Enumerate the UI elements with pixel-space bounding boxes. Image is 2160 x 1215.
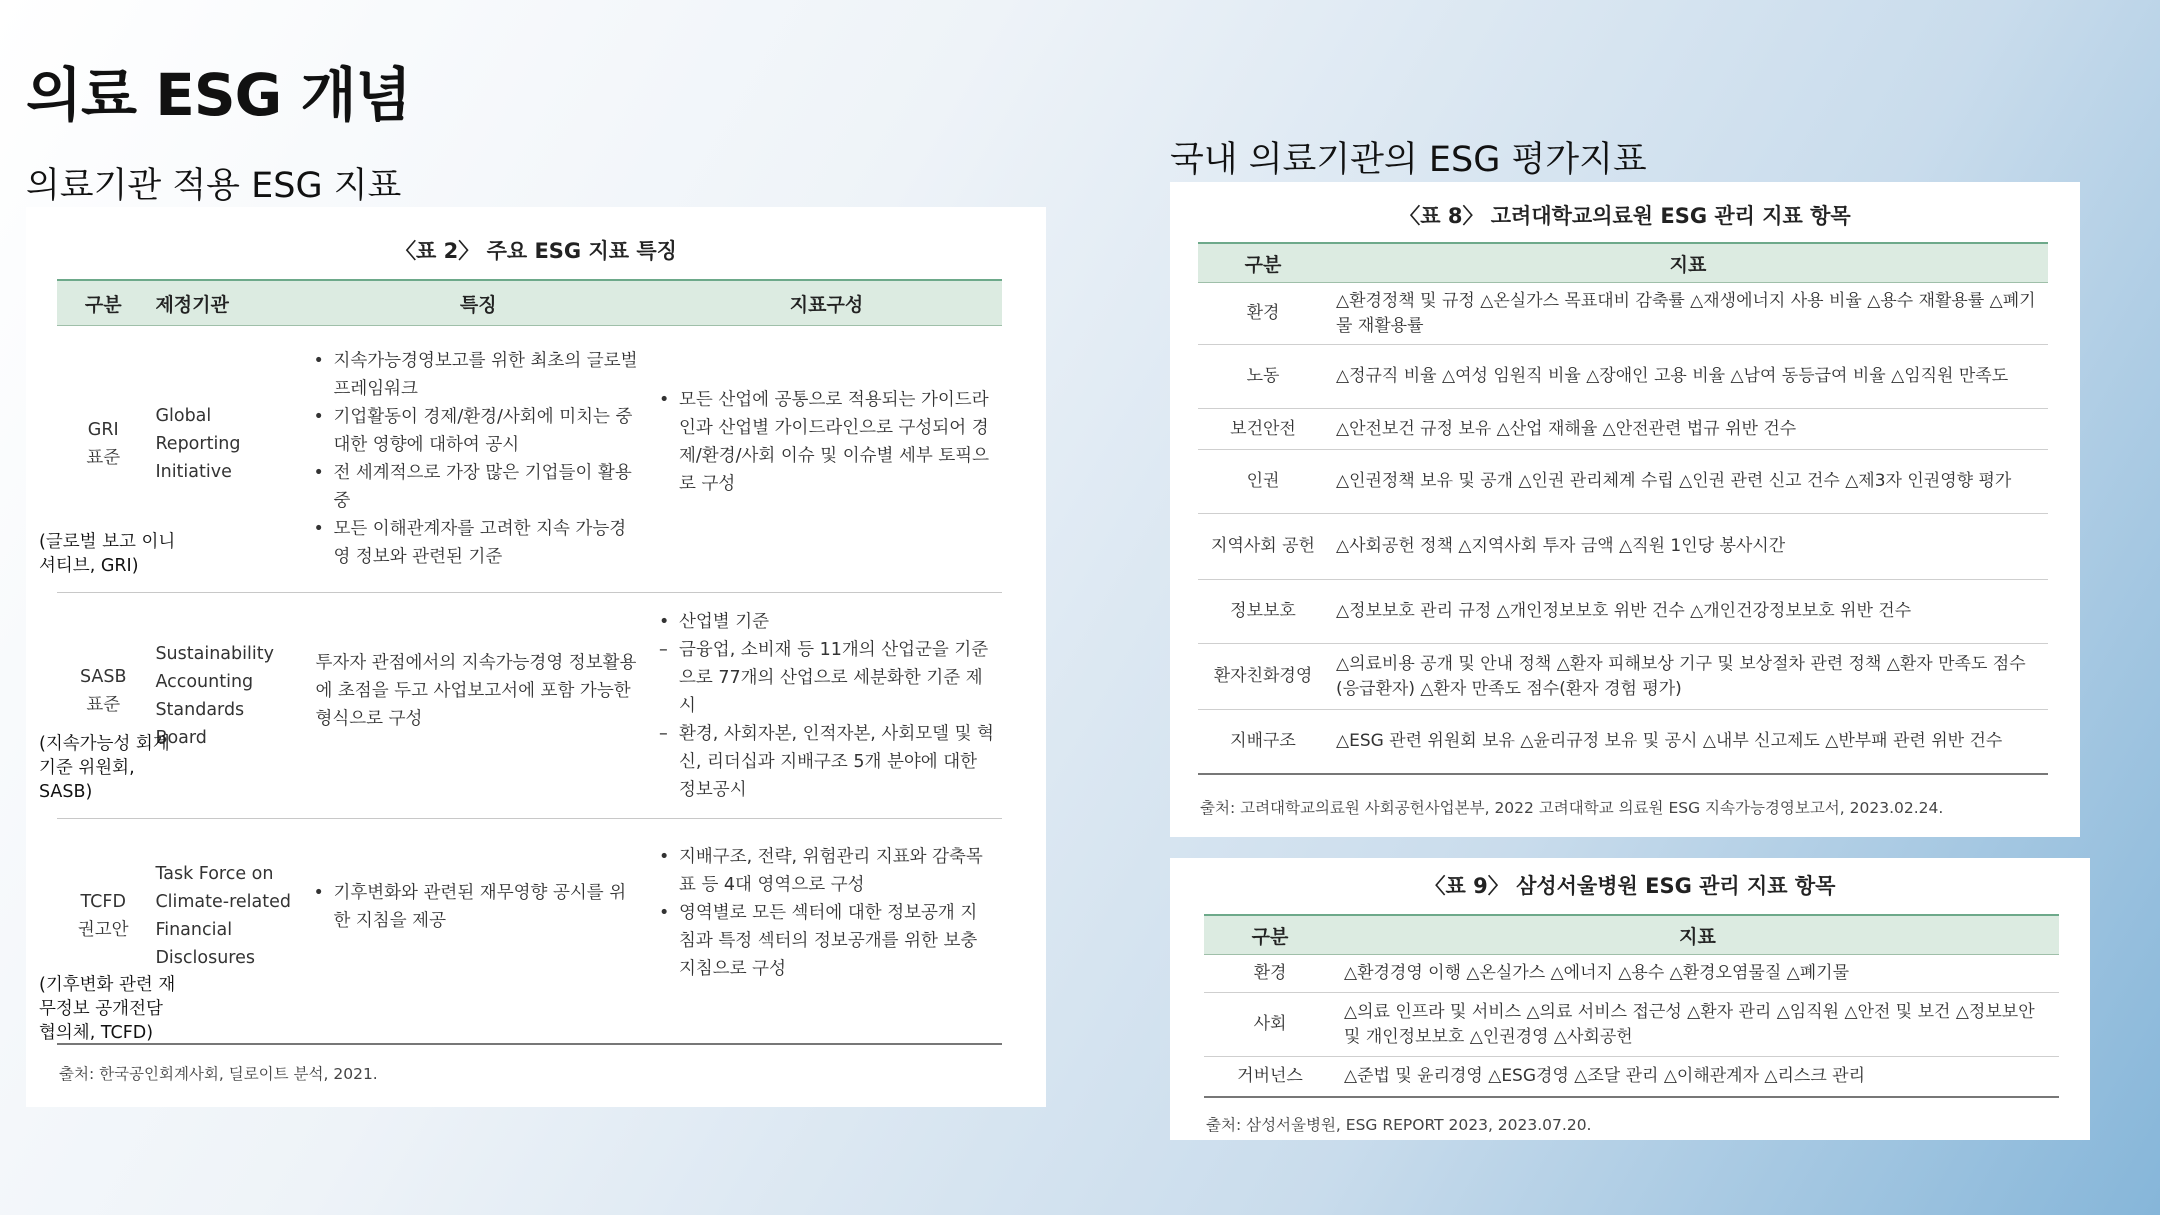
table-row: 정보보호 △정보보호 관리 규정 △개인정보보호 위반 건수 △개인건강정보보호 위반 건수 — [1198, 580, 2048, 644]
table-row: 환경 △환경경영 이행 △온실가스 △에너지 △용수 △환경오염물질 △폐기물 — [1204, 955, 2059, 993]
list-item: • 모든 산업에 공통으로 적용되는 가이드라인과 산업별 가이드라인으로 구성되어 경제/환경/사회 이슈 및 이슈별 세부 토픽으로 구성 — [675, 386, 994, 498]
table2-header-org: 제정기관 — [149, 280, 305, 326]
table2-caption: 〈표 2〉 주요 ESG 지표 특징 — [395, 239, 677, 263]
table8 — [1198, 242, 2048, 775]
table2-header-category: 구분 — [57, 280, 149, 326]
table-row: 지역사회 공헌 △사회공헌 정책 △지역사회 투자 금액 △직원 1인당 봉사시간 — [1198, 514, 2048, 580]
table-row: 지배구조 △ESG 관련 위원회 보유 △윤리규정 보유 및 공시 △내부 신고제도 △반부패 관련 위반 건수 — [1198, 710, 2048, 774]
table-row: 인권 △인권정책 보유 및 공개 △인권 관리체계 수립 △인권 관련 신고 건수 △제3자 인권영향 평가 — [1198, 450, 2048, 514]
table8-caption: 〈표 8〉 고려대학교의료원 ESG 관리 지표 항목 — [1399, 204, 1851, 228]
list-item: • 모든 이해관계자를 고려한 지속 가능경영 정보와 관련된 기준 — [329, 515, 643, 571]
table-row: 보건안전 △안전보건 규정 보유 △산업 재해율 △안전관련 법규 위반 건수 — [1198, 409, 2048, 450]
table2-sasb-org: Sustainability Accounting Standards Board — [155, 643, 274, 748]
table8-panel — [1170, 182, 2080, 837]
table-row: 거버넌스 △준법 및 윤리경영 △ESG경영 △조달 관리 △이해관계자 △리스크 관리 — [1204, 1057, 2059, 1097]
table2-header-composition: 지표구성 — [651, 280, 1002, 326]
list-item: • 영역별로 모든 섹터에 대한 정보공개 지침과 특정 섹터의 정보공개를 위한 보충지침으로 구성 — [675, 899, 994, 983]
table2 — [39, 279, 1002, 1045]
list-item: • 전 세계적으로 가장 많은 기업들이 활용 중 — [329, 459, 643, 515]
table-row — [57, 326, 1002, 593]
table2-gri-note: (글로벌 보고 이니셔티브, GRI) — [39, 532, 176, 576]
left-section-heading: 의료기관 적용 ESG 지표 — [26, 166, 402, 206]
table8-header-indicator: 지표 — [1328, 243, 2048, 283]
page-title: 의료 ESG 개념 — [26, 61, 411, 129]
table2-header-features: 특징 — [305, 280, 651, 326]
table-row — [57, 819, 1002, 1044]
right-section-heading: 국내 의료기관의 ESG 평가지표 — [1170, 140, 1647, 180]
table8-header-category: 구분 — [1198, 243, 1328, 283]
table9-source: 출처: 삼성서울병원, ESG REPORT 2023, 2023.07.20. — [1206, 1116, 1592, 1134]
table9-panel — [1170, 858, 2090, 1140]
table-row: 환자친화경영 △의료비용 공개 및 안내 정책 △환자 피해보상 기구 및 보상절차 관련 정책 △환자 만족도 점수(응급환자) △환자 만족도 점수(환자 경험 평가) — [1198, 644, 2048, 710]
table9-header-indicator: 지표 — [1336, 915, 2059, 955]
table2-sasb-feature: 투자자 관점에서의 지속가능경영 정보활용에 초점을 두고 사업보고서에 포함 가능한 형식으로 구성 — [315, 652, 637, 729]
list-item: • 지속가능경영보고를 위한 최초의 글로벌 프레임워크 — [329, 347, 643, 403]
list-item: • 기후변화와 관련된 재무영향 공시를 위한 지침을 제공 — [329, 879, 643, 935]
table-row: 사회 △의료 인프라 및 서비스 △의료 서비스 접근성 △환자 관리 △임직원 △안전 및 보건 △정보보안 및 개인정보보호 △인권경영 △사회공헌 — [1204, 993, 2059, 1057]
table2-tcfd-note: (기후변화 관련 재무정보 공개전담 협의체, TCFD) — [39, 974, 176, 1043]
list-item: • 지배구조, 전략, 위험관리 지표와 감축목표 등 4대 영역으로 구성 — [675, 843, 994, 899]
table2-sasb-category: SASB 표준 — [79, 666, 127, 715]
table2-panel — [26, 207, 1046, 1107]
table2-gri-org: Global Reporting Initiative — [155, 406, 241, 482]
table2-header-row — [57, 280, 1002, 326]
list-item: – 금융업, 소비재 등 11개의 산업군을 기준으로 77개의 산업으로 세분화한 기준 제시 — [675, 636, 994, 720]
table2-tcfd-category: TCFD 권고안 — [77, 891, 129, 940]
table9-header-row — [1204, 915, 2059, 955]
table-row: 환경 △환경정책 및 규정 △온실가스 목표대비 감축률 △재생에너지 사용 비율 △용수 재활용률 △폐기물 재활용률 — [1198, 283, 2048, 345]
list-item: • 산업별 기준 — [675, 608, 994, 636]
table-row — [57, 593, 1002, 819]
table9-caption: 〈표 9〉 삼성서울병원 ESG 관리 지표 항목 — [1424, 874, 1836, 898]
table2-sasb-note: (지속가능성 회계기준 위원회, SASB) — [39, 734, 170, 802]
table2-tcfd-org: Task Force on Climate-related Financial Disclosures — [155, 863, 291, 968]
table2-gri-category: GRI 표준 — [86, 420, 121, 468]
table2-source: 출처: 한국공인회계사회, 딜로이트 분석, 2021. — [59, 1065, 378, 1083]
table9 — [1204, 914, 2059, 1098]
table9-header-category: 구분 — [1204, 915, 1336, 955]
list-item: • 기업활동이 경제/환경/사회에 미치는 중대한 영향에 대하여 공시 — [329, 403, 643, 459]
table8-header-row — [1198, 243, 2048, 283]
table-row: 노동 △정규직 비율 △여성 임원직 비율 △장애인 고용 비율 △남여 동등급여 비율 △임직원 만족도 — [1198, 345, 2048, 409]
table8-source: 출처: 고려대학교의료원 사회공헌사업본부, 2022 고려대학교 의료원 ESG 지속가능경영보고서, 2023.02.24. — [1200, 799, 1944, 817]
list-item: – 환경, 사회자본, 인적자본, 사회모델 및 혁신, 리더십과 지배구조 5개 분야에 대한 정보공시 — [675, 720, 994, 804]
